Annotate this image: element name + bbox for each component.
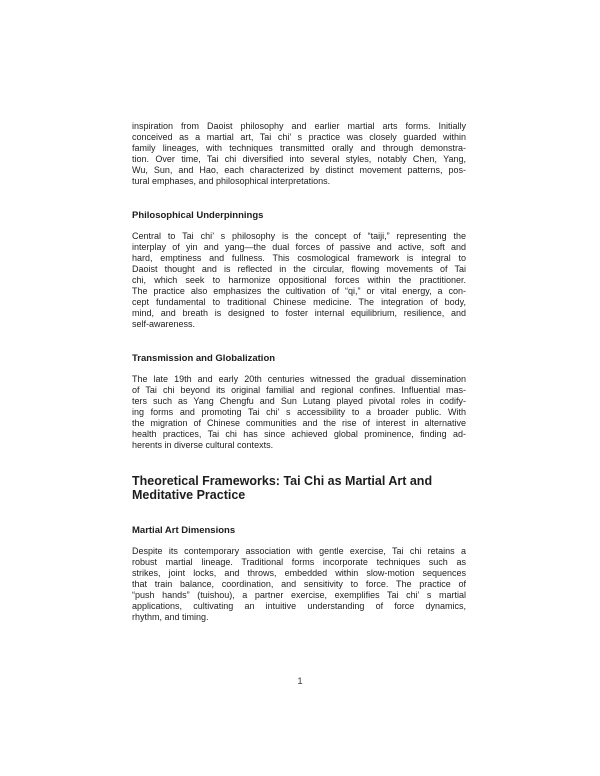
text-line: strikes, joint locks, and throws, embedded within slow-motion sequences — [132, 568, 466, 578]
paragraph-history-and-styles — [132, 121, 466, 187]
heading-philosophical-underpinnings: Philosophical Underpinnings — [132, 210, 264, 221]
paragraph-philosophy — [132, 231, 466, 330]
text-line: chi, which seek to harmonize oppositional forces within the practitioner. — [132, 275, 466, 285]
text-line: applications, cultivating an intuitive understanding of force dynamics, — [132, 601, 466, 611]
text-line: rhythm, and timing. — [132, 612, 209, 622]
text-line: tion. Over time, Tai chi diversified into several styles, notably Chen, Yang, — [132, 154, 466, 164]
heading-transmission-and-globalization: Transmission and Globalization — [132, 353, 276, 364]
paragraph-martial-art — [132, 546, 466, 623]
text-line: family lineages, with techniques transmitted orally and through demonstra- — [132, 143, 466, 153]
text-line: The practice also emphasizes the cultivation of “qi,” or vital energy, a con- — [132, 286, 466, 296]
text-line: hard, emptiness and fullness. This cosmological framework is integral to — [132, 253, 466, 263]
text-line: ters such as Yang Chengfu and Sun Lutang played pivotal roles in codify- — [132, 396, 466, 406]
text-line: mind, and breath is designed to foster internal equilibrium, resilience, and — [132, 308, 466, 318]
text-line: herents in diverse cultural contexts. — [132, 440, 274, 450]
text-line: robust martial lineage. Traditional forms incorporate techniques such as — [132, 557, 466, 567]
text-line: self-awareness. — [132, 319, 196, 329]
heading-martial-art-dimensions: Martial Art Dimensions — [132, 525, 236, 536]
text-line: ing forms and promoting Tai chi’ s accessibility to a broader public. With — [132, 407, 466, 417]
text-column — [132, 121, 466, 623]
text-line: that train balance, coordination, and sensitivity to force. The practice of — [132, 579, 466, 589]
text-line: Despite its contemporary association with gentle exercise, Tai chi retains a — [132, 546, 466, 556]
paragraph-transmission — [132, 374, 466, 451]
page-number: 1 — [297, 676, 303, 687]
text-line: of Tai chi beyond its original familial and regional confines. Influential mas- — [132, 385, 466, 395]
text-line: conceived as a martial art, Tai chi’ s practice was closely guarded within — [132, 132, 466, 142]
text-line: Daoist thought and is reflected in the circular, flowing movements of Tai — [132, 264, 466, 274]
text-line: cept fundamental to traditional Chinese medicine. The integration of body, — [132, 297, 466, 307]
text-line: Wu, Sun, and Hao, each characterized by distinct movement patterns, pos- — [132, 165, 466, 175]
text-line: Central to Tai chi’ s philosophy is the concept of “taiji,” representing the — [132, 231, 466, 241]
heading-theoretical-frameworks: Theoretical Frameworks: Tai Chi as Martial Art and Meditative Practice — [132, 474, 433, 502]
text-line: tural emphases, and philosophical interpretations. — [132, 176, 331, 186]
text-line: “push hands” (tuishou), a partner exercise, exemplifies Tai chi’ s martial — [132, 590, 466, 600]
text-line: The late 19th and early 20th centuries witnessed the gradual dissemination — [132, 374, 466, 384]
text-line: inspiration from Daoist philosophy and earlier martial arts forms. Initially — [132, 121, 466, 131]
text-line: interplay of yin and yang—the dual forces of passive and active, soft and — [132, 242, 466, 252]
text-line: health practices, Tai chi has since achieved global prominence, finding ad- — [132, 429, 466, 439]
text-line: the migration of Chinese communities and the rise of interest in alternative — [132, 418, 466, 428]
